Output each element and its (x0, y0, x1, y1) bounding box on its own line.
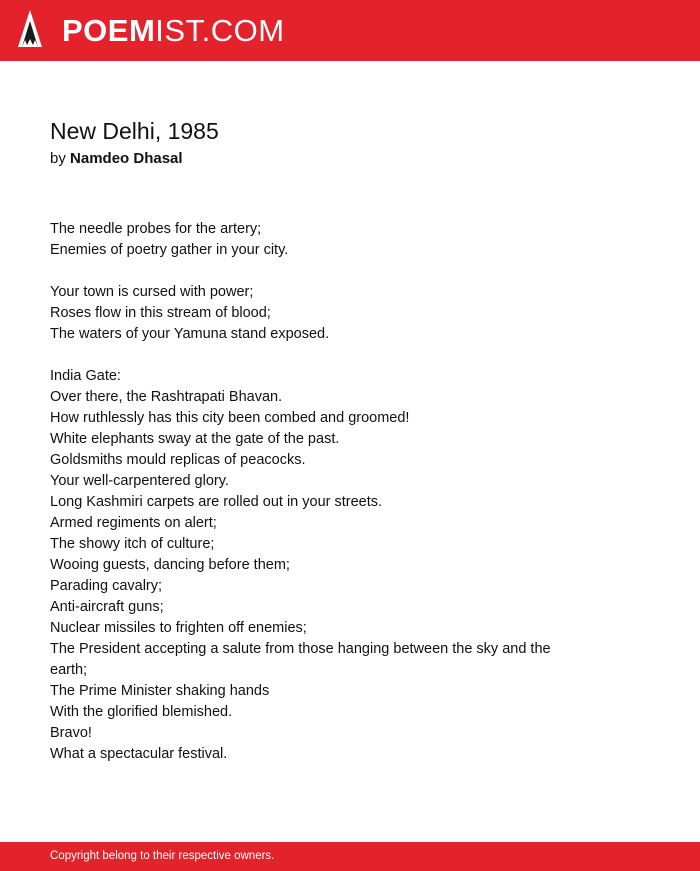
poem-byline (50, 148, 183, 170)
poem-line: The showy itch of culture; (50, 536, 215, 552)
poem-line: The needle probes for the artery; (50, 221, 262, 237)
poem-line: Wooing guests, dancing before them; (50, 557, 290, 573)
poem-line: Parading cavalry; (50, 578, 163, 594)
poem-line: Your town is cursed with power; (50, 284, 254, 300)
poem-line: earth; (50, 662, 88, 678)
poem-line: How ruthlessly has this city been combed and groomed! (50, 410, 410, 426)
poem-line: The Prime Minister shaking hands (50, 683, 270, 699)
poem-line: White elephants sway at the gate of the past. (50, 431, 340, 447)
poem-line: The waters of your Yamuna stand exposed. (50, 326, 330, 342)
byline-prefix: by (50, 150, 66, 167)
poem-line: Armed regiments on alert; (50, 515, 217, 531)
poem-line: What a spectacular festival. (50, 746, 228, 762)
pencil-tip-icon[interactable] (17, 9, 43, 51)
poem-line: Your well-carpentered glory. (50, 473, 229, 489)
stanza-break (50, 261, 610, 282)
poem-line: Long Kashmiri carpets are rolled out in your streets. (50, 494, 383, 510)
copyright-notice: Copyright belong to their respective owners. (50, 850, 275, 862)
poem-line: Bravo! (50, 725, 92, 741)
poem-line: The President accepting a salute from those hanging between the sky and the (50, 641, 551, 657)
site-footer (0, 842, 700, 871)
poem-line: Roses flow in this stream of blood; (50, 305, 271, 321)
poem-line: With the glorified blemished. (50, 704, 233, 720)
stanza-break (50, 345, 610, 366)
poem-author: Namdeo Dhasal (70, 150, 183, 167)
site-logo-text[interactable] (62, 11, 285, 51)
poem-line: Anti-aircraft guns; (50, 599, 164, 615)
poem-body (50, 219, 610, 765)
poem-line: Nuclear missiles to frighten off enemies; (50, 620, 307, 636)
site-header (0, 0, 700, 61)
poem-line: India Gate: (50, 368, 121, 384)
poem-line: Enemies of poetry gather in your city. (50, 242, 289, 258)
brand-bold-part: POEM (62, 13, 156, 48)
poem-line: Over there, the Rashtrapati Bhavan. (50, 389, 283, 405)
poem-title: New Delhi, 1985 (50, 118, 219, 144)
poem-line: Goldsmiths mould replicas of peacocks. (50, 452, 306, 468)
brand-light-part: IST.COM (155, 13, 285, 48)
